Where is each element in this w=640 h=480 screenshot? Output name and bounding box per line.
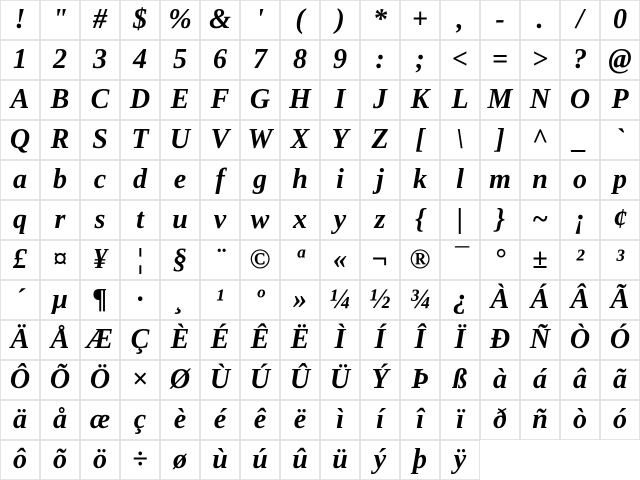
glyph-cell[interactable]: à — [480, 360, 520, 400]
glyph-cell[interactable]: ê — [240, 400, 280, 440]
glyph-cell[interactable]: ° — [480, 240, 520, 280]
glyph-cell[interactable]: V — [200, 120, 240, 160]
glyph-cell[interactable]: ï — [440, 400, 480, 440]
glyph-cell[interactable]: F — [200, 80, 240, 120]
glyph-cell[interactable]: . — [520, 0, 560, 40]
glyph-cell[interactable]: Â — [560, 280, 600, 320]
glyph-cell[interactable]: a — [0, 160, 40, 200]
glyph-cell[interactable]: ² — [560, 240, 600, 280]
glyph-cell[interactable]: û — [280, 440, 320, 480]
glyph-cell[interactable]: m — [480, 160, 520, 200]
glyph-cell[interactable]: ô — [0, 440, 40, 480]
glyph-cell[interactable]: Æ — [80, 320, 120, 360]
glyph-cell[interactable]: U — [160, 120, 200, 160]
empty-cell — [520, 440, 560, 480]
glyph-cell[interactable]: B — [40, 80, 80, 120]
glyph-cell[interactable]: ' — [240, 0, 280, 40]
glyph-cell[interactable]: c — [80, 160, 120, 200]
glyph-cell[interactable]: · — [120, 280, 160, 320]
glyph-cell[interactable]: Y — [320, 120, 360, 160]
glyph-cell[interactable]: s — [80, 200, 120, 240]
glyph-cell[interactable]: v — [200, 200, 240, 240]
glyph-cell[interactable]: S — [80, 120, 120, 160]
glyph-cell[interactable]: f — [200, 160, 240, 200]
glyph-cell[interactable]: - — [480, 0, 520, 40]
glyph-cell[interactable]: Ñ — [520, 320, 560, 360]
glyph-cell[interactable]: # — [80, 0, 120, 40]
glyph-cell[interactable]: } — [480, 200, 520, 240]
glyph-cell[interactable]: ñ — [520, 400, 560, 440]
glyph-cell[interactable]: ç — [120, 400, 160, 440]
glyph-cell[interactable]: ¶ — [80, 280, 120, 320]
glyph-cell[interactable]: Ù — [200, 360, 240, 400]
glyph-cell[interactable]: ± — [520, 240, 560, 280]
glyph-cell[interactable]: & — [200, 0, 240, 40]
glyph-cell[interactable]: ÷ — [120, 440, 160, 480]
glyph-cell[interactable]: ë — [280, 400, 320, 440]
glyph-cell[interactable]: k — [400, 160, 440, 200]
glyph-cell[interactable]: È — [160, 320, 200, 360]
glyph-cell[interactable]: b — [40, 160, 80, 200]
glyph-cell[interactable]: N — [520, 80, 560, 120]
empty-cell — [480, 440, 520, 480]
glyph-cell[interactable]: w — [240, 200, 280, 240]
glyph-cell[interactable]: 9 — [320, 40, 360, 80]
glyph-cell[interactable]: ~ — [520, 200, 560, 240]
glyph-cell[interactable]: % — [160, 0, 200, 40]
glyph-cell[interactable]: " — [40, 0, 80, 40]
glyph-cell[interactable]: n — [520, 160, 560, 200]
glyph-cell[interactable]: ³ — [600, 240, 640, 280]
glyph-cell[interactable]: + — [400, 0, 440, 40]
glyph-cell[interactable]: W — [240, 120, 280, 160]
glyph-cell[interactable]: $ — [120, 0, 160, 40]
glyph-cell[interactable]: ` — [600, 120, 640, 160]
glyph-cell[interactable]: Ð — [480, 320, 520, 360]
glyph-cell[interactable]: Á — [520, 280, 560, 320]
glyph-cell[interactable]: Ç — [120, 320, 160, 360]
glyph-cell[interactable]: æ — [80, 400, 120, 440]
glyph-cell[interactable]: ü — [320, 440, 360, 480]
glyph-cell[interactable]: þ — [400, 440, 440, 480]
glyph-cell[interactable]: ¤ — [40, 240, 80, 280]
glyph-cell[interactable]: Ä — [0, 320, 40, 360]
glyph-cell[interactable]: l — [440, 160, 480, 200]
glyph-cell[interactable]: { — [400, 200, 440, 240]
glyph-cell[interactable]: y — [320, 200, 360, 240]
glyph-cell[interactable]: ý — [360, 440, 400, 480]
glyph-cell[interactable]: Q — [0, 120, 40, 160]
glyph-cell[interactable]: , — [440, 0, 480, 40]
glyph-cell[interactable]: 5 — [160, 40, 200, 80]
glyph-cell[interactable]: £ — [0, 240, 40, 280]
glyph-cell[interactable]: × — [120, 360, 160, 400]
glyph-cell[interactable]: « — [320, 240, 360, 280]
glyph-cell[interactable]: ó — [600, 400, 640, 440]
glyph-cell[interactable]: ? — [560, 40, 600, 80]
glyph-cell[interactable]: ß — [440, 360, 480, 400]
glyph-cell[interactable]: © — [240, 240, 280, 280]
glyph-cell[interactable]: u — [160, 200, 200, 240]
glyph-cell[interactable]: ½ — [360, 280, 400, 320]
glyph-cell[interactable]: I — [320, 80, 360, 120]
glyph-cell[interactable]: ¨ — [200, 240, 240, 280]
glyph-cell[interactable]: ð — [480, 400, 520, 440]
glyph-cell[interactable]: § — [160, 240, 200, 280]
glyph-cell[interactable]: ¥ — [80, 240, 120, 280]
glyph-cell[interactable]: 1 — [0, 40, 40, 80]
glyph-cell[interactable]: ø — [160, 440, 200, 480]
glyph-cell[interactable]: é — [200, 400, 240, 440]
glyph-cell[interactable]: ú — [240, 440, 280, 480]
glyph-cell[interactable]: d — [120, 160, 160, 200]
glyph-cell[interactable]: Þ — [400, 360, 440, 400]
glyph-cell[interactable]: 8 — [280, 40, 320, 80]
glyph-cell[interactable]: R — [40, 120, 80, 160]
glyph-cell[interactable]: ¢ — [600, 200, 640, 240]
glyph-cell[interactable]: i — [320, 160, 360, 200]
glyph-cell[interactable]: í — [360, 400, 400, 440]
glyph-cell[interactable]: ö — [80, 440, 120, 480]
glyph-cell[interactable]: Î — [400, 320, 440, 360]
glyph-cell[interactable]: Ê — [240, 320, 280, 360]
glyph-cell[interactable]: ] — [480, 120, 520, 160]
glyph-cell[interactable]: A — [0, 80, 40, 120]
glyph-cell[interactable]: ¹ — [200, 280, 240, 320]
glyph-cell[interactable]: 3 — [80, 40, 120, 80]
glyph-cell[interactable]: L — [440, 80, 480, 120]
glyph-cell[interactable]: ¿ — [440, 280, 480, 320]
glyph-cell[interactable]: µ — [40, 280, 80, 320]
glyph-cell[interactable]: 7 — [240, 40, 280, 80]
glyph-cell[interactable]: * — [360, 0, 400, 40]
glyph-cell[interactable]: ã — [600, 360, 640, 400]
glyph-cell[interactable]: è — [160, 400, 200, 440]
glyph-cell[interactable]: Ú — [240, 360, 280, 400]
glyph-cell[interactable]: Ò — [560, 320, 600, 360]
glyph-cell[interactable]: Ï — [440, 320, 480, 360]
glyph-cell[interactable]: _ — [560, 120, 600, 160]
glyph-cell[interactable]: : — [360, 40, 400, 80]
glyph-cell[interactable]: o — [560, 160, 600, 200]
glyph-cell[interactable]: T — [120, 120, 160, 160]
glyph-cell[interactable]: ¾ — [400, 280, 440, 320]
glyph-cell[interactable]: 0 — [600, 0, 640, 40]
glyph-cell[interactable]: K — [400, 80, 440, 120]
glyph-cell[interactable]: ¼ — [320, 280, 360, 320]
glyph-cell[interactable]: [ — [400, 120, 440, 160]
glyph-cell[interactable]: Ü — [320, 360, 360, 400]
glyph-cell[interactable]: E — [160, 80, 200, 120]
glyph-cell[interactable]: J — [360, 80, 400, 120]
glyph-cell[interactable]: Û — [280, 360, 320, 400]
glyph-cell[interactable]: h — [280, 160, 320, 200]
glyph-cell[interactable]: Ì — [320, 320, 360, 360]
glyph-cell[interactable]: å — [40, 400, 80, 440]
glyph-cell[interactable]: » — [280, 280, 320, 320]
glyph-cell[interactable]: Ö — [80, 360, 120, 400]
glyph-cell[interactable]: e — [160, 160, 200, 200]
glyph-cell[interactable]: Ó — [600, 320, 640, 360]
glyph-cell[interactable]: É — [200, 320, 240, 360]
glyph-cell[interactable]: G — [240, 80, 280, 120]
glyph-cell[interactable]: ì — [320, 400, 360, 440]
glyph-cell[interactable]: ¸ — [160, 280, 200, 320]
glyph-cell[interactable]: / — [560, 0, 600, 40]
glyph-cell[interactable]: Õ — [40, 360, 80, 400]
glyph-cell[interactable]: < — [440, 40, 480, 80]
glyph-cell[interactable]: ) — [320, 0, 360, 40]
glyph-cell[interactable]: ¯ — [440, 240, 480, 280]
glyph-cell[interactable]: Í — [360, 320, 400, 360]
glyph-cell[interactable]: õ — [40, 440, 80, 480]
glyph-cell[interactable]: Å — [40, 320, 80, 360]
glyph-cell[interactable]: î — [400, 400, 440, 440]
empty-cell — [600, 440, 640, 480]
glyph-cell[interactable]: á — [520, 360, 560, 400]
glyph-cell[interactable]: ¬ — [360, 240, 400, 280]
empty-cell — [560, 440, 600, 480]
glyph-cell[interactable]: @ — [600, 40, 640, 80]
glyph-cell[interactable]: > — [520, 40, 560, 80]
glyph-cell[interactable]: ® — [400, 240, 440, 280]
glyph-cell[interactable]: j — [360, 160, 400, 200]
glyph-cell[interactable]: ò — [560, 400, 600, 440]
glyph-cell[interactable]: ä — [0, 400, 40, 440]
glyph-cell[interactable]: Ø — [160, 360, 200, 400]
glyph-cell[interactable]: ! — [0, 0, 40, 40]
glyph-cell[interactable]: Ã — [600, 280, 640, 320]
glyph-cell[interactable]: 6 — [200, 40, 240, 80]
glyph-cell[interactable]: D — [120, 80, 160, 120]
glyph-cell[interactable]: C — [80, 80, 120, 120]
glyph-cell[interactable]: t — [120, 200, 160, 240]
glyph-cell[interactable]: º — [240, 280, 280, 320]
glyph-cell[interactable]: ¡ — [560, 200, 600, 240]
glyph-cell[interactable]: 4 — [120, 40, 160, 80]
glyph-cell[interactable]: r — [40, 200, 80, 240]
glyph-cell[interactable]: ( — [280, 0, 320, 40]
glyph-cell[interactable]: H — [280, 80, 320, 120]
glyph-cell[interactable]: X — [280, 120, 320, 160]
glyph-cell[interactable]: = — [480, 40, 520, 80]
glyph-cell[interactable]: ª — [280, 240, 320, 280]
glyph-cell[interactable]: p — [600, 160, 640, 200]
glyph-cell[interactable]: \ — [440, 120, 480, 160]
glyph-cell[interactable]: À — [480, 280, 520, 320]
glyph-cell[interactable]: ; — [400, 40, 440, 80]
glyph-cell[interactable]: P — [600, 80, 640, 120]
glyph-cell[interactable]: ´ — [0, 280, 40, 320]
glyph-cell[interactable]: â — [560, 360, 600, 400]
glyph-cell[interactable]: Ë — [280, 320, 320, 360]
glyph-cell[interactable]: ¦ — [120, 240, 160, 280]
glyph-cell[interactable]: Ô — [0, 360, 40, 400]
glyph-cell[interactable]: g — [240, 160, 280, 200]
glyph-cell[interactable]: q — [0, 200, 40, 240]
glyph-cell[interactable]: x — [280, 200, 320, 240]
glyph-cell[interactable]: z — [360, 200, 400, 240]
glyph-cell[interactable]: 2 — [40, 40, 80, 80]
glyph-cell[interactable]: O — [560, 80, 600, 120]
glyph-cell[interactable]: Z — [360, 120, 400, 160]
glyph-cell[interactable]: M — [480, 80, 520, 120]
glyph-cell[interactable]: | — [440, 200, 480, 240]
glyph-cell[interactable]: ^ — [520, 120, 560, 160]
glyph-cell[interactable]: ÿ — [440, 440, 480, 480]
glyph-cell[interactable]: Ý — [360, 360, 400, 400]
glyph-cell[interactable]: ù — [200, 440, 240, 480]
